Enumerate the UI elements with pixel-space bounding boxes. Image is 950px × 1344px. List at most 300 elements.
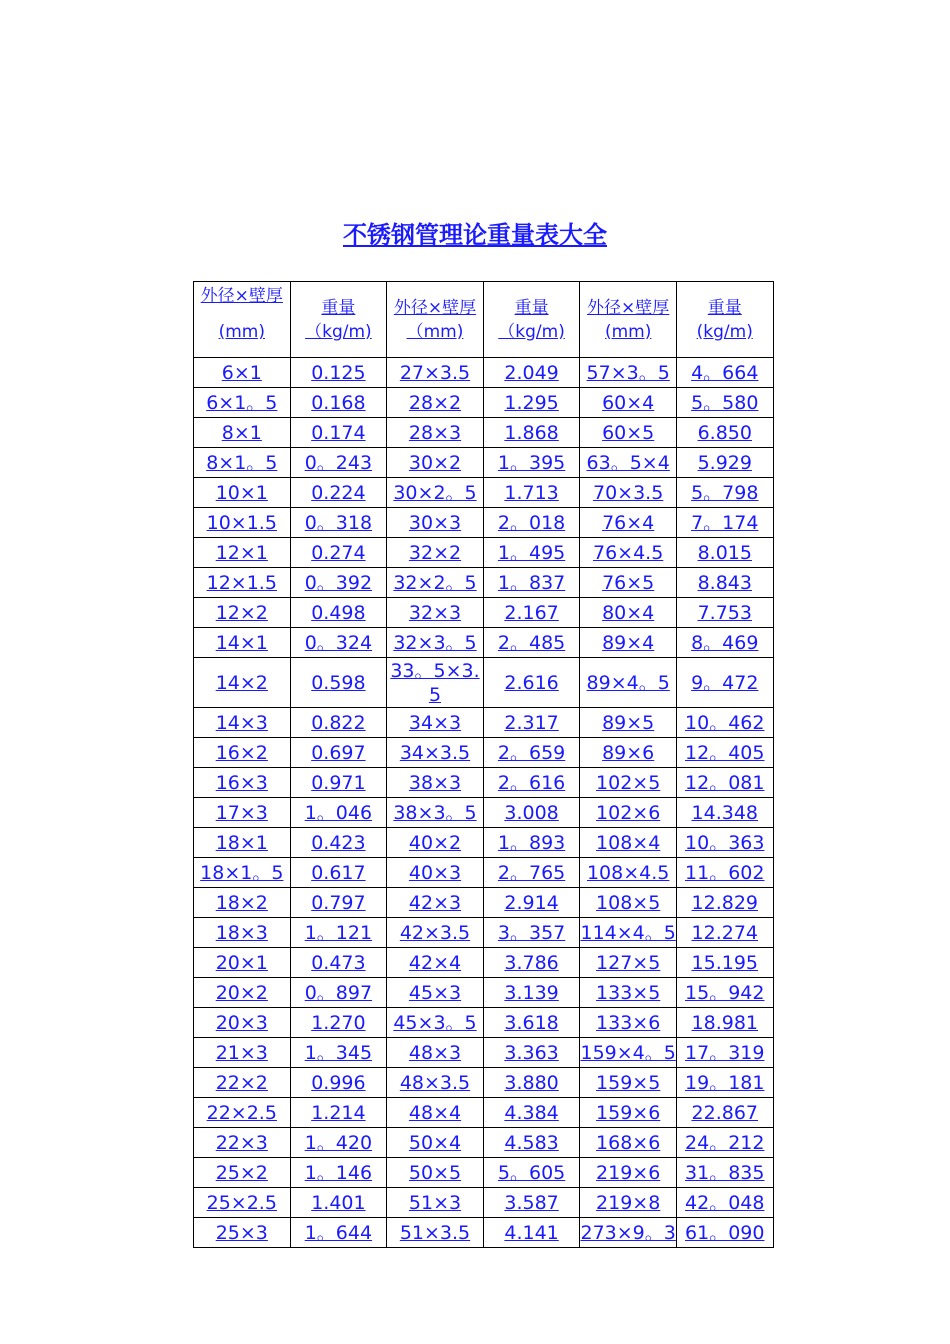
table-cell [194, 1038, 291, 1068]
table-cell [194, 1218, 291, 1248]
weight-value: 0.822 [311, 711, 366, 734]
table-body [194, 358, 774, 1248]
size-value: 20×3 [215, 1011, 268, 1034]
table-cell [194, 418, 291, 448]
table-row [194, 1008, 774, 1038]
table-cell [483, 948, 580, 978]
table-cell [290, 388, 387, 418]
weight-value: 14.348 [691, 801, 758, 824]
table-cell [194, 1158, 291, 1188]
size-value: 80×4 [602, 601, 655, 624]
weight-value: 1。046 [304, 801, 373, 824]
weight-value: 8.843 [697, 571, 752, 594]
table-cell [194, 948, 291, 978]
header-unit: (mm) [218, 322, 265, 342]
header-label: 外径×壁厚 [587, 297, 670, 318]
table-row [194, 1218, 774, 1248]
weight-value: 3.786 [504, 951, 559, 974]
table-cell [483, 708, 580, 738]
header-label: 重量 [514, 297, 549, 318]
table-cell [387, 508, 484, 538]
table-cell [194, 658, 291, 708]
size-value: 17×3 [215, 801, 268, 824]
weight-value: 10。363 [685, 831, 765, 854]
size-value: 48×3 [408, 1041, 462, 1064]
size-value: 89×4。5 [586, 671, 670, 694]
table-cell [580, 888, 677, 918]
weight-value: 1。420 [304, 1131, 373, 1154]
size-value: 25×2.5 [206, 1191, 277, 1214]
table-cell [676, 658, 773, 708]
table-cell [676, 708, 773, 738]
size-value: 133×5 [596, 981, 661, 1004]
table-row [194, 508, 774, 538]
weight-value: 1。837 [497, 571, 566, 594]
weight-value: 1.295 [504, 391, 559, 414]
table-cell [483, 508, 580, 538]
table-cell [676, 1158, 773, 1188]
weight-value: 1.270 [311, 1011, 366, 1034]
size-value: 25×2 [215, 1161, 268, 1184]
weight-value: 1.401 [311, 1191, 366, 1214]
table-cell [290, 598, 387, 628]
weight-value: 2。018 [497, 511, 566, 534]
table-row [194, 1068, 774, 1098]
table-cell [483, 1188, 580, 1218]
table-cell [483, 1068, 580, 1098]
size-value: 34×3 [408, 711, 462, 734]
table-cell [580, 1068, 677, 1098]
table-cell [290, 798, 387, 828]
table-row [194, 858, 774, 888]
weight-table [193, 281, 774, 1248]
table-cell [580, 798, 677, 828]
weight-value: 12.274 [691, 921, 758, 944]
size-value: 22×2 [215, 1071, 268, 1094]
table-cell [387, 1038, 484, 1068]
header-cell [290, 282, 387, 358]
weight-value: 12。081 [685, 771, 765, 794]
table-cell [676, 568, 773, 598]
page-title: 不锈钢管理论重量表大全 [343, 221, 607, 249]
size-value: 133×6 [596, 1011, 661, 1034]
table-cell [290, 628, 387, 658]
table-cell [290, 1128, 387, 1158]
table-cell [580, 1158, 677, 1188]
table-cell [194, 628, 291, 658]
weight-value: 24。212 [685, 1131, 765, 1154]
table-cell [483, 418, 580, 448]
table-cell [387, 538, 484, 568]
table-cell [483, 918, 580, 948]
size-value: 32×2。5 [393, 571, 477, 594]
header-cell [387, 282, 484, 358]
size-value: 28×3 [408, 421, 462, 444]
weight-value: 1。495 [497, 541, 566, 564]
size-value: 6×1。5 [206, 391, 278, 414]
table-cell [290, 658, 387, 708]
table-cell [483, 768, 580, 798]
size-value: 51×3.5 [399, 1221, 471, 1244]
table-cell [387, 658, 484, 708]
table-cell [194, 448, 291, 478]
table-cell [290, 918, 387, 948]
weight-value: 0.423 [311, 831, 366, 854]
table-cell [580, 388, 677, 418]
size-value: 219×8 [596, 1191, 661, 1214]
weight-value: 0.125 [311, 361, 366, 384]
table-cell [676, 358, 773, 388]
table-cell [483, 1128, 580, 1158]
weight-value: 3.587 [504, 1191, 559, 1214]
table-row [194, 388, 774, 418]
table-row [194, 768, 774, 798]
weight-value: 2.049 [504, 361, 559, 384]
table-cell [194, 598, 291, 628]
table-cell [676, 828, 773, 858]
table-cell [194, 858, 291, 888]
size-value: 102×6 [596, 801, 661, 824]
weight-value: 0.598 [311, 671, 366, 694]
table-cell [194, 828, 291, 858]
weight-value: 0.168 [311, 391, 366, 414]
table-cell [387, 628, 484, 658]
size-value: 32×3 [408, 601, 462, 624]
table-cell [194, 508, 291, 538]
table-cell [483, 598, 580, 628]
table-cell [483, 628, 580, 658]
table-cell [483, 1218, 580, 1248]
table-cell [194, 1188, 291, 1218]
table-cell [676, 1218, 773, 1248]
table-cell [483, 478, 580, 508]
table-cell [290, 978, 387, 1008]
weight-value: 1。121 [304, 921, 373, 944]
weight-value: 61。090 [685, 1221, 765, 1244]
table-cell [387, 1128, 484, 1158]
size-value: 18×3 [215, 921, 268, 944]
weight-value: 7.753 [697, 601, 752, 624]
size-value: 33。5×3.5 [390, 659, 480, 706]
size-value: 14×2 [215, 671, 268, 694]
table-cell [387, 388, 484, 418]
table-cell [580, 738, 677, 768]
size-value: 18×2 [215, 891, 268, 914]
weight-value: 1.214 [311, 1101, 366, 1124]
table-row [194, 1158, 774, 1188]
table-cell [580, 1008, 677, 1038]
table-cell [483, 978, 580, 1008]
size-value: 89×6 [602, 741, 655, 764]
size-value: 159×6 [596, 1101, 661, 1124]
weight-value: 2.167 [504, 601, 559, 624]
table-cell [676, 738, 773, 768]
table-row [194, 448, 774, 478]
header-cell [580, 282, 677, 358]
table-row [194, 948, 774, 978]
table-cell [483, 1158, 580, 1188]
size-value: 60×5 [602, 421, 655, 444]
table-cell [580, 658, 677, 708]
size-value: 51×3 [408, 1191, 462, 1214]
table-cell [290, 1038, 387, 1068]
weight-value: 3.008 [504, 801, 559, 824]
table-cell [676, 918, 773, 948]
table-cell [290, 1158, 387, 1188]
size-value: 32×3。5 [393, 631, 477, 654]
weight-value: 31。835 [685, 1161, 765, 1184]
weight-value: 0。392 [304, 571, 373, 594]
size-value: 12×1 [215, 541, 268, 564]
weight-value: 2.317 [504, 711, 559, 734]
table-row [194, 918, 774, 948]
table-cell [290, 708, 387, 738]
weight-value: 42。048 [685, 1191, 765, 1214]
weight-value: 15.195 [691, 951, 758, 974]
weight-value: 4.141 [504, 1221, 559, 1244]
size-value: 273×9。3 [580, 1221, 676, 1244]
table-row [194, 358, 774, 388]
size-value: 40×3 [408, 861, 462, 884]
table-cell [387, 948, 484, 978]
table-cell [194, 1068, 291, 1098]
table-row [194, 1188, 774, 1218]
table-cell [580, 1128, 677, 1158]
weight-value: 17。319 [685, 1041, 765, 1064]
weight-value: 0.274 [311, 541, 366, 564]
table-row [194, 888, 774, 918]
table-cell [676, 798, 773, 828]
weight-value: 5。580 [691, 391, 759, 414]
table-cell [676, 538, 773, 568]
table-cell [676, 508, 773, 538]
table-cell [290, 1188, 387, 1218]
size-value: 76×4.5 [593, 541, 664, 564]
table-cell [194, 538, 291, 568]
table-cell [580, 1218, 677, 1248]
header-unit: （kg/m) [498, 321, 565, 342]
size-value: 50×5 [408, 1161, 462, 1184]
weight-value: 2。659 [497, 741, 566, 764]
size-value: 16×3 [215, 771, 268, 794]
table-row [194, 658, 774, 708]
size-value: 20×1 [215, 951, 268, 974]
table-cell [290, 828, 387, 858]
table-cell [194, 358, 291, 388]
size-value: 48×4 [408, 1101, 462, 1124]
size-value: 6×1 [221, 361, 262, 384]
size-value: 16×2 [215, 741, 268, 764]
weight-value: 0。324 [304, 631, 373, 654]
table-cell [387, 358, 484, 388]
table-cell [580, 1188, 677, 1218]
table-cell [580, 708, 677, 738]
table-cell [290, 1068, 387, 1098]
weight-value: 2.616 [504, 671, 559, 694]
table-cell [387, 598, 484, 628]
table-cell [387, 708, 484, 738]
size-value: 14×3 [215, 711, 268, 734]
size-value: 108×4.5 [586, 861, 670, 884]
table-row [194, 418, 774, 448]
table-cell [387, 1158, 484, 1188]
weight-value: 5.929 [697, 451, 752, 474]
weight-value: 0.498 [311, 601, 366, 624]
table-cell [580, 858, 677, 888]
table-cell [676, 418, 773, 448]
table-cell [483, 1038, 580, 1068]
weight-value: 8。469 [691, 631, 759, 654]
size-value: 25×3 [215, 1221, 268, 1244]
weight-value: 5。798 [691, 481, 759, 504]
table-row [194, 568, 774, 598]
size-value: 18×1 [215, 831, 268, 854]
size-value: 60×4 [602, 391, 655, 414]
size-value: 12×1.5 [206, 571, 277, 594]
weight-value: 0.174 [311, 421, 366, 444]
table-cell [387, 738, 484, 768]
table-cell [676, 1128, 773, 1158]
weight-value: 19。181 [685, 1071, 765, 1094]
table-cell [290, 358, 387, 388]
table-cell [580, 768, 677, 798]
table-cell [194, 1128, 291, 1158]
table-cell [580, 1038, 677, 1068]
weight-value: 3.880 [504, 1071, 559, 1094]
table-cell [194, 1008, 291, 1038]
size-value: 21×3 [215, 1041, 268, 1064]
table-cell [676, 978, 773, 1008]
weight-value: 0.473 [311, 951, 366, 974]
size-value: 70×3.5 [593, 481, 664, 504]
table-cell [290, 538, 387, 568]
table-cell [580, 448, 677, 478]
table-cell [676, 478, 773, 508]
size-value: 40×2 [408, 831, 462, 854]
weight-value: 1。644 [304, 1221, 373, 1244]
size-value: 219×6 [596, 1161, 661, 1184]
weight-value: 1。395 [497, 451, 566, 474]
header-unit: (kg/m) [696, 321, 753, 342]
weight-value: 0.617 [311, 861, 366, 884]
table-row [194, 628, 774, 658]
weight-value: 11。602 [685, 861, 765, 884]
table-cell [194, 738, 291, 768]
size-value: 89×4 [602, 631, 655, 654]
weight-value: 6.850 [697, 421, 752, 444]
table-cell [676, 388, 773, 418]
table-cell [290, 1008, 387, 1038]
size-value: 50×4 [408, 1131, 462, 1154]
table-cell [387, 888, 484, 918]
table-cell [580, 948, 677, 978]
table-cell [194, 978, 291, 1008]
weight-value: 5。605 [497, 1161, 566, 1184]
size-value: 38×3 [408, 771, 462, 794]
size-value: 30×2。5 [393, 481, 477, 504]
table-row [194, 1128, 774, 1158]
size-value: 45×3。5 [393, 1011, 477, 1034]
size-value: 159×5 [596, 1071, 661, 1094]
size-value: 32×2 [408, 541, 462, 564]
table-cell [580, 358, 677, 388]
table-cell [194, 888, 291, 918]
size-value: 20×2 [215, 981, 268, 1004]
table-cell [387, 418, 484, 448]
table-cell [483, 828, 580, 858]
table-cell [676, 1188, 773, 1218]
table-cell [387, 478, 484, 508]
size-value: 14×1 [215, 631, 268, 654]
table-cell [676, 888, 773, 918]
weight-value: 9。472 [691, 671, 759, 694]
table-cell [580, 628, 677, 658]
table-cell [194, 478, 291, 508]
table-cell [194, 918, 291, 948]
table-cell [483, 1008, 580, 1038]
table-cell [580, 478, 677, 508]
weight-value: 1。345 [304, 1041, 373, 1064]
table-cell [194, 798, 291, 828]
weight-value: 12.829 [691, 891, 758, 914]
table-cell [580, 1098, 677, 1128]
size-value: 168×6 [596, 1131, 661, 1154]
weight-value: 1。146 [304, 1161, 373, 1184]
table-cell [290, 1218, 387, 1248]
size-value: 89×5 [602, 711, 655, 734]
header-label: 重量 [321, 297, 356, 318]
table-cell [290, 508, 387, 538]
table-cell [387, 768, 484, 798]
table-cell [194, 708, 291, 738]
table-cell [676, 1068, 773, 1098]
size-value: 22×3 [215, 1131, 268, 1154]
weight-value: 22.867 [691, 1101, 758, 1124]
table-cell [290, 768, 387, 798]
table-row [194, 478, 774, 508]
size-value: 30×3 [408, 511, 462, 534]
weight-value: 4.583 [504, 1131, 559, 1154]
table-cell [483, 448, 580, 478]
table-cell [580, 598, 677, 628]
weight-value: 0。318 [304, 511, 373, 534]
weight-value: 0.224 [311, 481, 366, 504]
size-value: 10×1 [215, 481, 268, 504]
table-row [194, 738, 774, 768]
table-cell [580, 828, 677, 858]
table-cell [676, 598, 773, 628]
size-value: 42×3.5 [399, 921, 471, 944]
size-value: 63。5×4 [586, 451, 670, 474]
table-cell [387, 1218, 484, 1248]
weight-value: 18.981 [691, 1011, 758, 1034]
weight-value: 4.384 [504, 1101, 559, 1124]
size-value: 38×3。5 [393, 801, 477, 824]
weight-value: 3。357 [497, 921, 566, 944]
table-cell [580, 568, 677, 598]
weight-value: 3.363 [504, 1041, 559, 1064]
size-value: 8×1。5 [206, 451, 278, 474]
header-unit: （mm) [406, 321, 464, 342]
size-value: 42×4 [408, 951, 462, 974]
table-header-row [194, 282, 774, 358]
size-value: 12×2 [215, 601, 268, 624]
table-cell [194, 768, 291, 798]
header-label: 外径×壁厚 [200, 286, 283, 306]
weight-value: 1。893 [497, 831, 566, 854]
weight-value: 1.868 [504, 421, 559, 444]
weight-value: 0.697 [311, 741, 366, 764]
